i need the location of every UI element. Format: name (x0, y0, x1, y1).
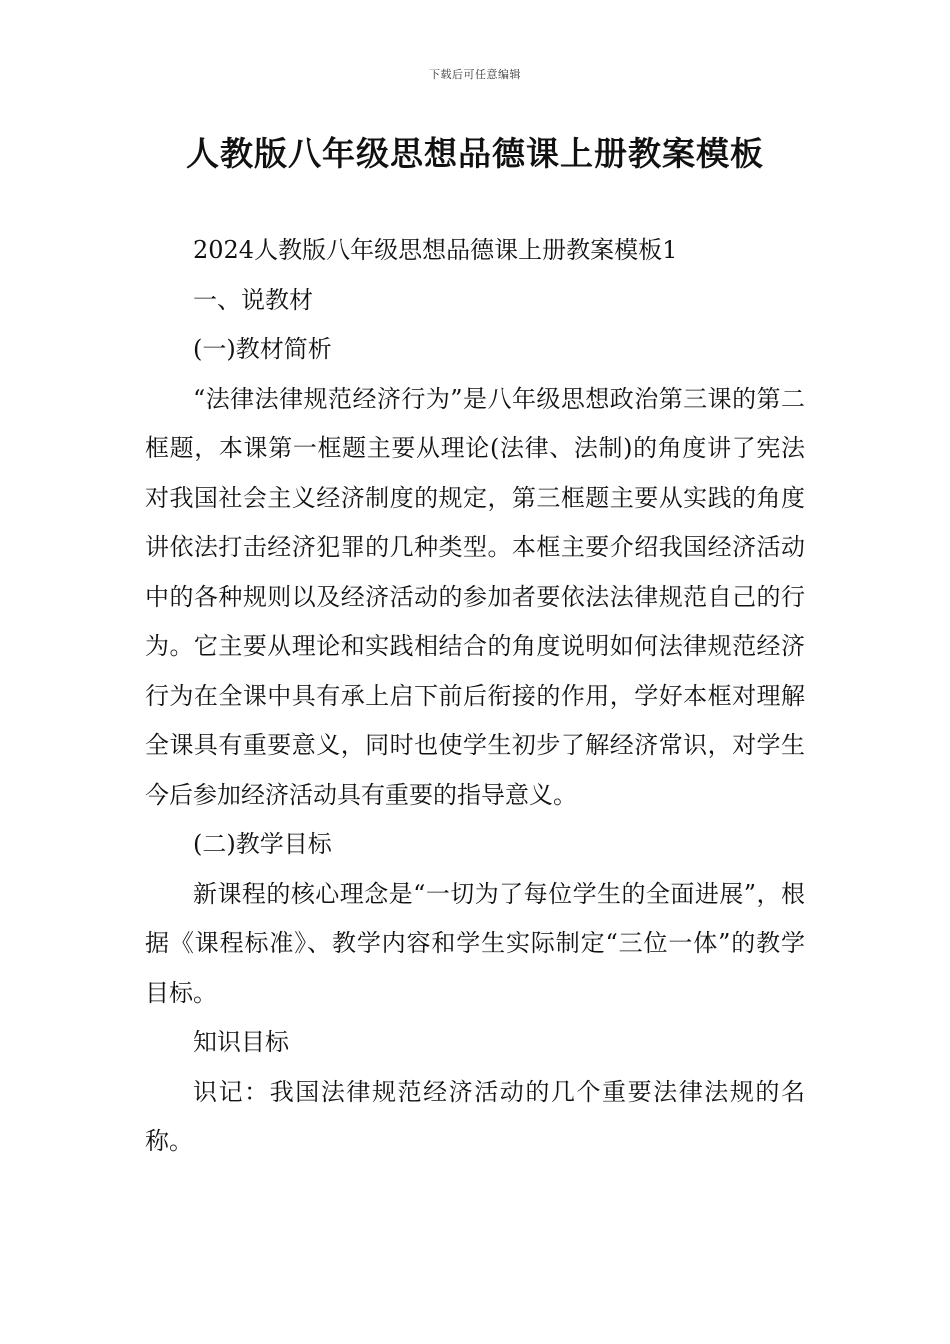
section-heading-textbook: 一、说教材 (193, 285, 313, 314)
header-note: 下载后可任意编辑 (429, 68, 521, 81)
paragraph-subtitle: 2024人教版八年级思想品德课上册教案模板1 (193, 236, 678, 264)
subsection-heading-analysis: (一)教材简析 (193, 335, 332, 363)
paragraph-knowledge: 识记：我国法律规范经济活动的几个重要法律法规的名称。 (145, 1077, 805, 1155)
document-title: 人教版八年级思想品德课上册教案模板 (186, 134, 764, 173)
subsection-heading-knowledge: 知识目标 (193, 1028, 289, 1056)
document-body (145, 226, 805, 1167)
subsection-heading-goals: (二)教学目标 (193, 830, 332, 858)
paragraph-analysis: “法律法律规范经济行为”是八年级思想政治第三课的第二框题，本课第一框题主要从理论(法律、法制)的角度讲了宪法对我国社会主义经济制度的规定，第三框题主要从实践的角度讲依法打击经济犯罪的几种类型。本框主要介绍我国经济活动中的各种规则以及经济活动的参加者要依法法律规范自己的行为。它主要从理论和实践相结合的角度说明如何法律规范经济行为在全课中具有承上启下前后衔接的作用，学好本框对理解全课具有重要意义，同时也使学生初步了解经济常识，对学生今后参加经济活动具有重要的指导意义。 (145, 384, 805, 809)
paragraph-goals: 新课程的核心理念是“一切为了每位学生的全面进展”，根据《课程标准》、教学内容和学生实际制定“三位一体”的教学目标。 (145, 879, 805, 1007)
